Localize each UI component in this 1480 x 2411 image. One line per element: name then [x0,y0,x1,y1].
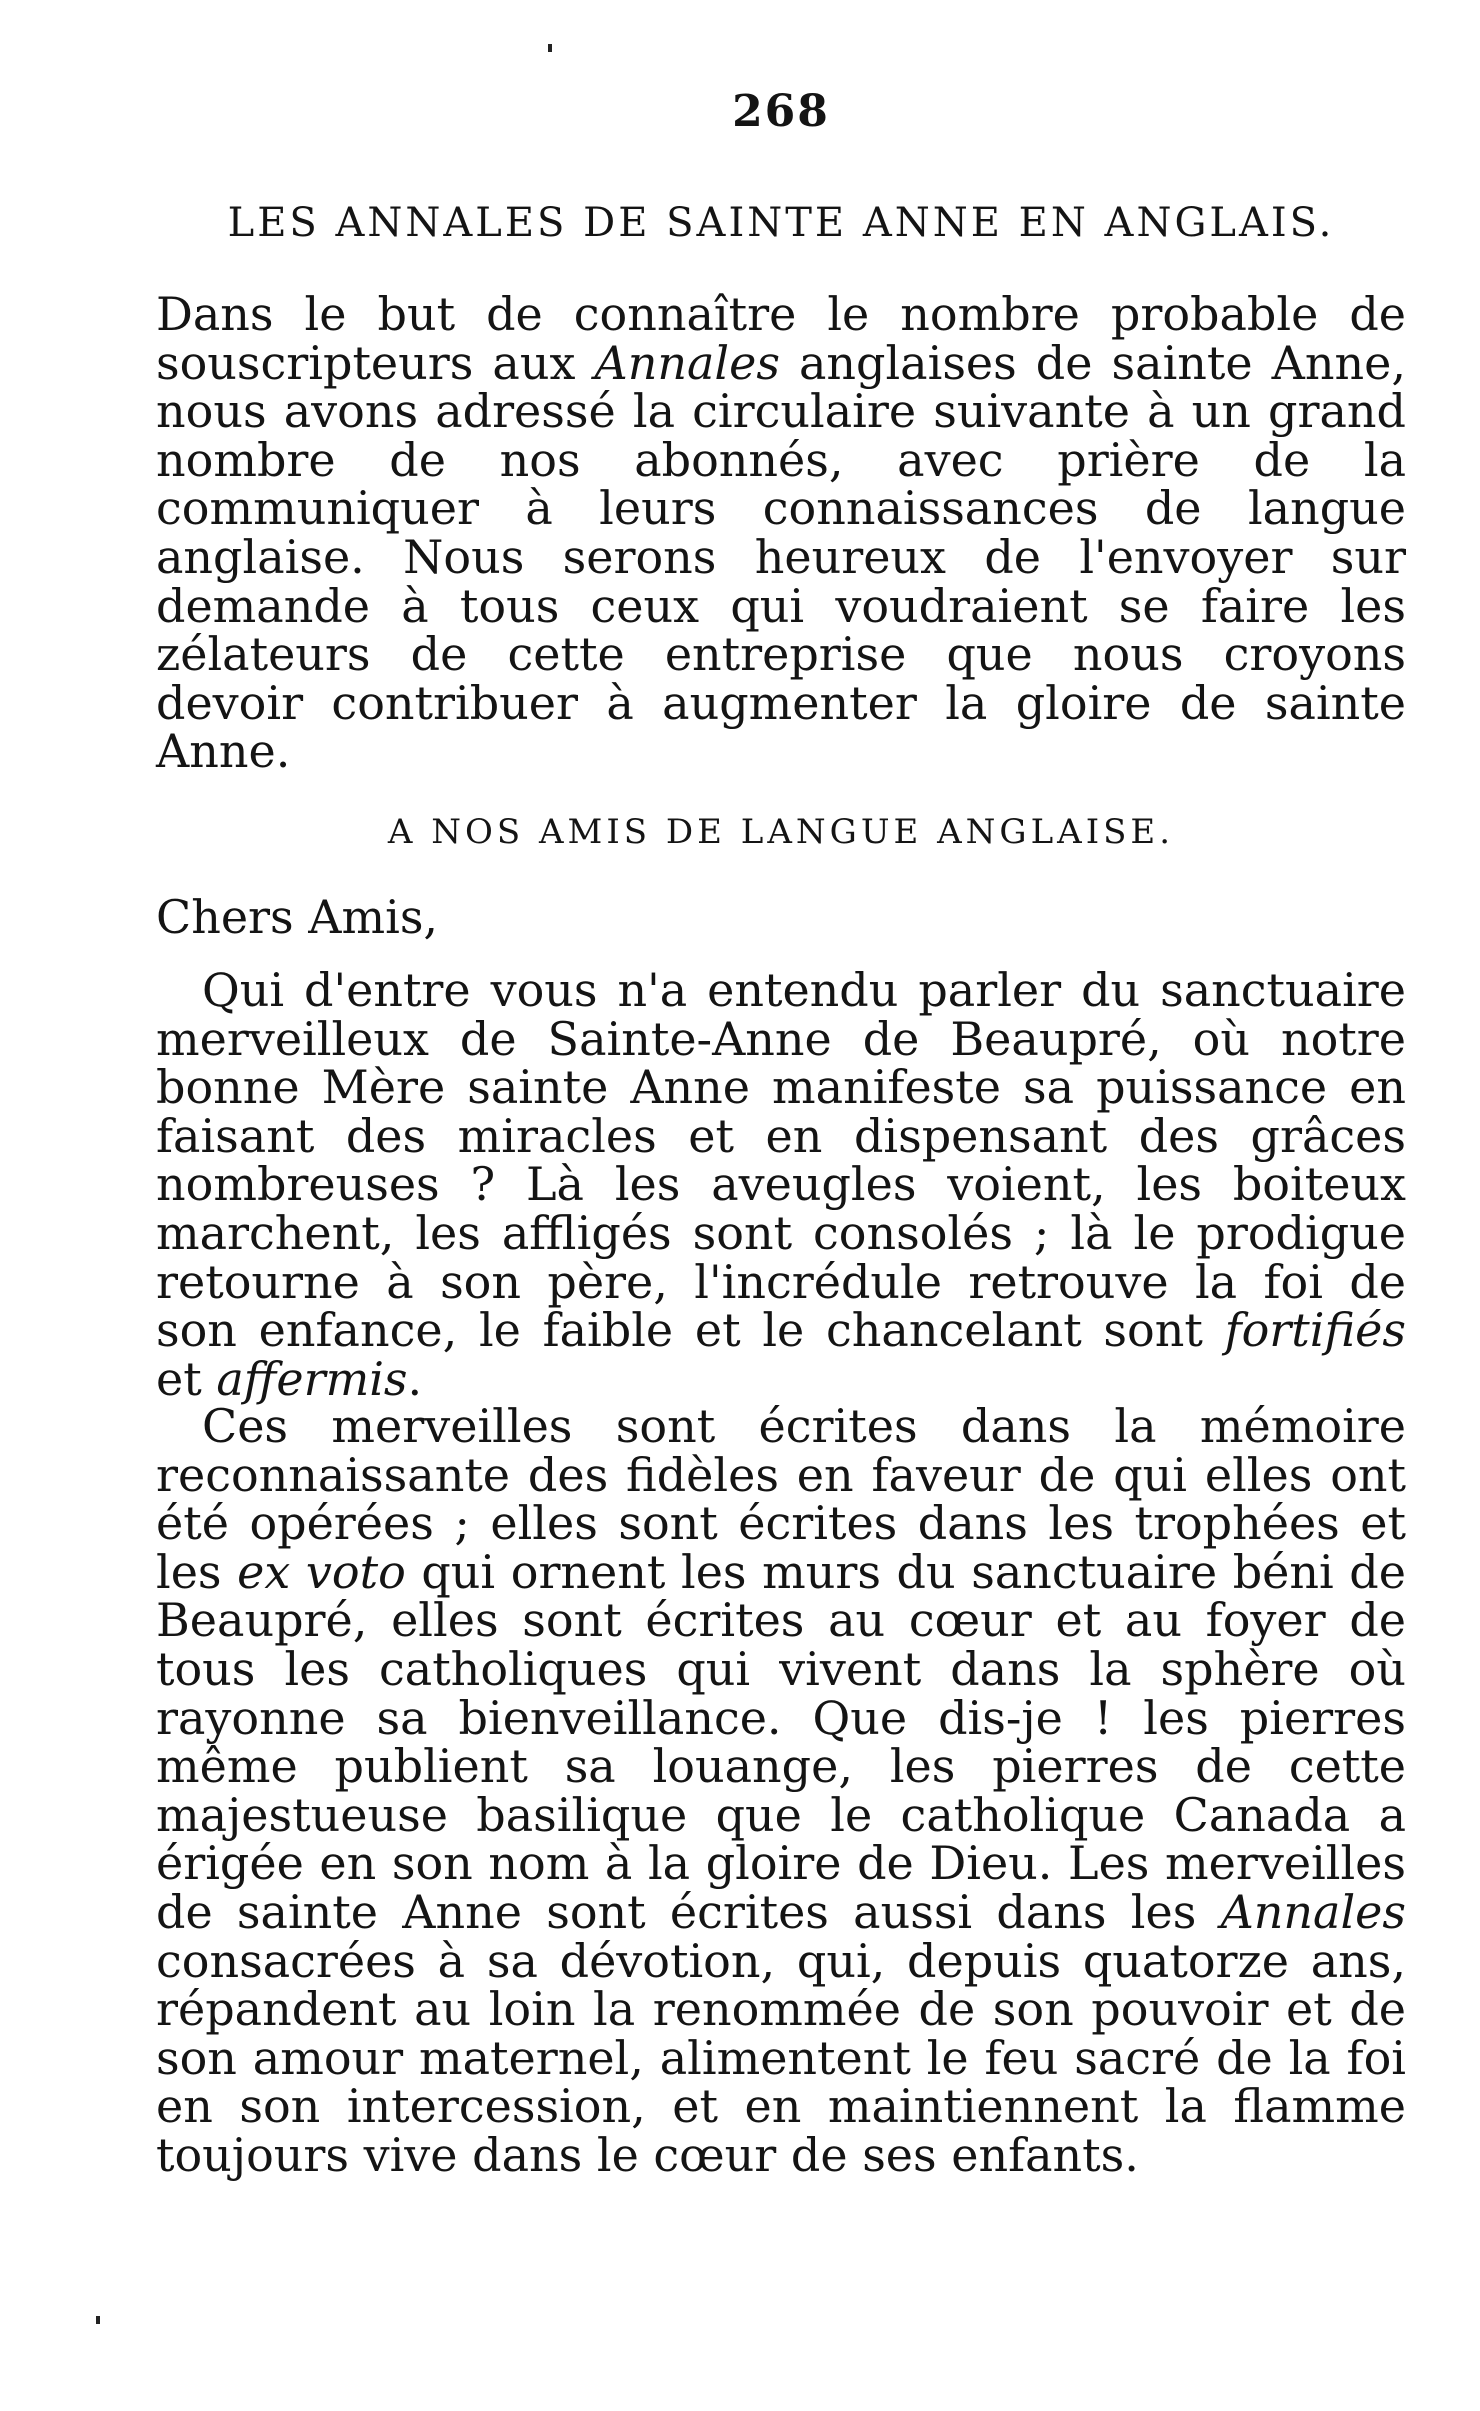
page-number: 268 [732,86,830,137]
salutation: Chers Amis, [156,890,439,944]
letter-p1-text-1: Qui d'entre vous n'a entendu parler du sanctuaire merveilleux de Sainte-Anne de Beaupré, où notre bonne Mère sainte Anne manifeste sa puissance en faisant des miracles et en dispensant des grâces nombreuses ? Là les aveugles voient, les boiteux marchent, les affligés sont consolés ; là le prodigue retourne à son père, l'incrédule retrouve la foi de son enfance, le faible et le chancelant sont [156,963,1406,1358]
letter-p2-text-1: Ces merveilles sont écrites dans la mémoire reconnaissante des fidèles en faveur de qui elles ont été opérées ; elles sont écrites dans les trophées et les [156,1399,1406,1599]
letter-p2-italic-ex-voto: ex voto [237,1544,406,1599]
letter-p2-text-3: consacrées à sa dévotion, qui, depuis quatorze ans, répandent au loin la renommée de son pouvoir et de son amour maternel, alimentent le feu sacré de la foi en son intercession, et en maintiennent la flamme toujours vive dans le cœur de ses enfants. [156,1933,1406,2182]
letter-p2-italic-annales: Annales [1220,1884,1406,1939]
document-page [156,0,1406,2411]
letter-paragraph-2 [156,1399,1406,2182]
section-title: LES ANNALES DE SAINTE ANNE EN ANGLAIS. [227,200,1335,246]
letter-paragraph-1 [156,963,1406,1406]
intro-italic-annales: Annales [594,335,780,390]
letter-p2-text-2: qui ornent les murs du sanctuaire béni de Beaupré, elles sont écrites au cœur et au foyer de tous les catholiques qui vivent dans la sphère où rayonne sa bienveillance. Que dis-je ! les pierres même publient sa louange, les pierres de cette majestueuse basilique que le catholique Canada a érigée en son nom à la gloire de Dieu. Les merveilles de sainte Anne sont écrites aussi dans les [156,1544,1406,1939]
intro-text-2: anglaises de sainte Anne, nous avons adressé la circulaire suivante à un grand nombre de nos abonnés, avec prière de la communiquer à leurs connaissances de langue anglaise. Nous serons heureux de l'envoyer sur demande à tous ceux qui voudraient se faire les zélateurs de cette entreprise que nous croyons devoir contribuer à augmenter la gloire de sainte Anne. [156,335,1406,779]
intro-paragraph [156,287,1406,779]
letter-heading: A NOS AMIS DE LANGUE ANGLAISE. [387,812,1175,852]
letter-p1-italic-fortifies: fortifiés [1224,1303,1406,1358]
letter-p1-italic-affermis: affermis [216,1351,408,1406]
intro-text-1: Dans le but de connaître le nombre probable de souscripteurs aux [156,287,1406,390]
letter-p1-text-2: et [156,1351,217,1406]
print-speck [96,2316,100,2324]
print-speck [548,44,552,52]
letter-p1-text-3: . [407,1351,423,1406]
